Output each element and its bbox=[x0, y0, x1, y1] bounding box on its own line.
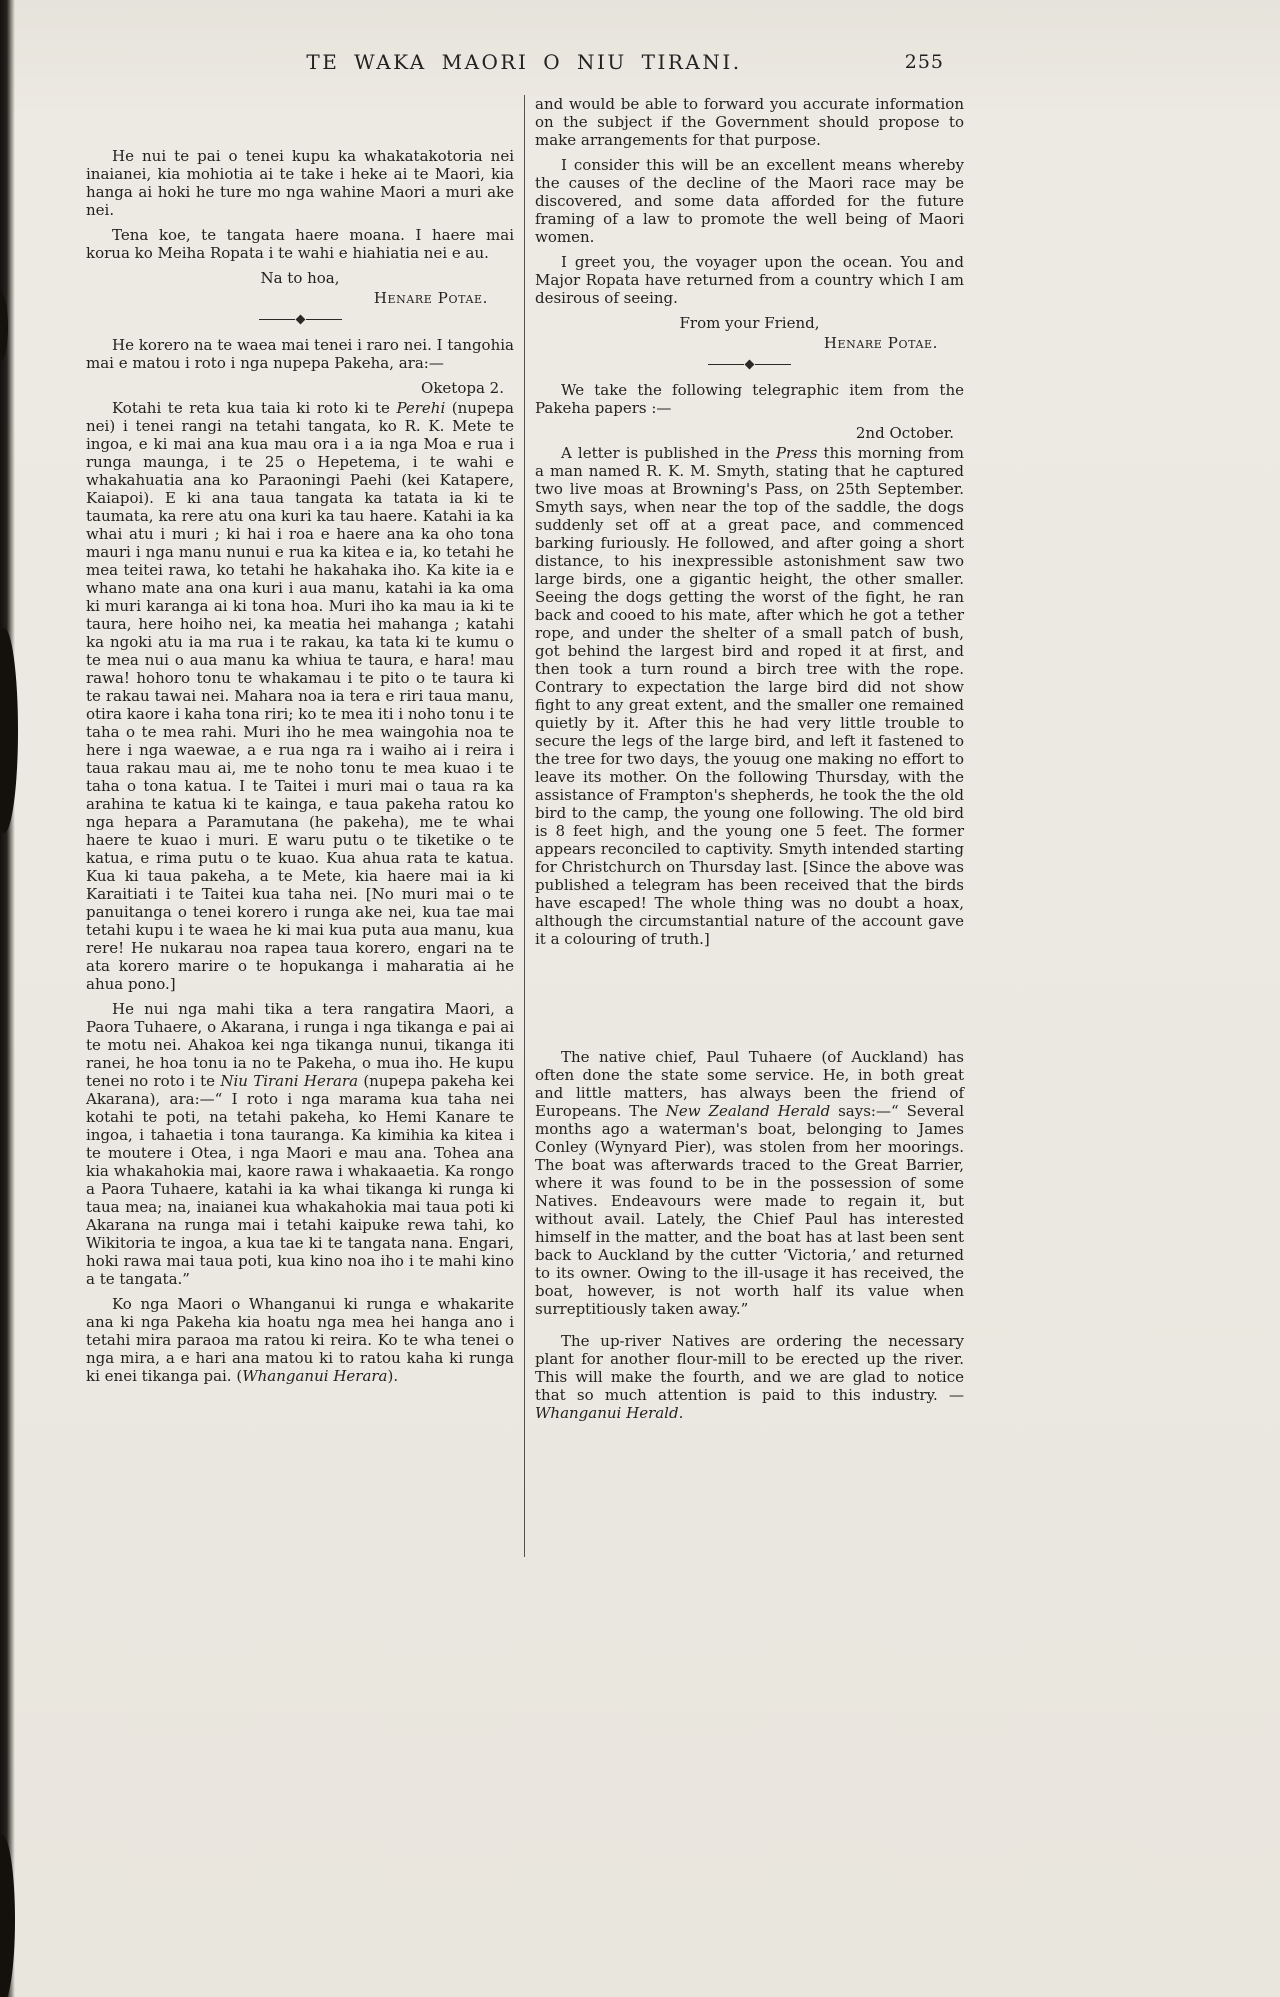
left-column-maori bbox=[86, 95, 514, 1392]
text-run: The up-river Natives are ordering the necessary plant for another flour-mill to be erected up the river. This will make the fourth, and we are glad to notice that so much attention is paid to this industry. — bbox=[535, 1332, 964, 1404]
text-run: He nui nga mahi tika a tera rangatira Maori, a Paora Tuhaere, o Akarana, i runga i nga tikanga e pai ai te motu nei. Ahakoa kei nga tikanga nunui, tikanga iti ranei, he hoa tonu ia no te Pakeha, o mua iho. He kupu tenei no roto i te bbox=[86, 1000, 514, 1090]
text-run: Na to hoa, bbox=[260, 269, 340, 287]
voyager-greeting-paragraph bbox=[535, 253, 964, 307]
text-run: says:—“ Several months ago a waterman's boat, belonging to James Conley (Wynyard Pier), was stolen from her moorings. The boat was afterwards traced to the Great Barrier, where it was found to be in the possession of some Natives. Endeavours were made to regain it, but without avail. Lately, the Chief Paul has interested himself in the matter, and the boat has at last been sent back to Auckland by the cutter ‘Victoria,’ and returned to its owner. Owing to the ill-usage it has received, the boat, however, is not worth half its value when surreptitiously taken away.” bbox=[535, 1102, 964, 1318]
divider-line bbox=[259, 319, 295, 320]
text-run: 2nd October. bbox=[855, 424, 954, 442]
dateline-maori bbox=[86, 379, 514, 397]
text-run: I consider this will be an excellent means whereby the causes of the decline of the Maori race may be discovered, and some data afforded for the future framing of a law to promote the well being of Maori women. bbox=[535, 156, 964, 246]
text-run: (nupepa pakeha kei Akarana), ara:—“ I roto i nga marama kua taha nei kotahi te poti, na tetahi pakeha, ko Hemi Kanare te ingoa, i tahaetia i tona tauranga. Ka kimihia ka kitea i te moutere i Otea, i nga Maori e mau ana. Tohea ana kia whakahokia mai, kaore rawa i whakaaetia. Ka rongo a Paora Tuhaere, katahi ia ka whai tikanga ki runga ki taua mea; na, inaianei kua whakahokia mai taua poti ki Akarana na runga mai i tetahi kaipuke rewa tahi, ko Wikitoria te ingoa, a kua tae ki te tangata nana. Engari, hoki rawa mai taua poti, kua kino noa iho i te mahi kino a te tangata.” bbox=[86, 1072, 514, 1288]
column-divider-rule bbox=[524, 95, 525, 1557]
paora-tuhaere-story-maori bbox=[86, 1000, 514, 1288]
text-run: Ko nga Maori o Whanganui ki runga e whakarite ana ki nga Pakeha kia hoatu nga mea hei hanga ano i tetahi mira paraoa ma ratou ki reira. Ko te wha tenei o nga mira, a e hari ana matou ki to ratou kaha ki runga ki enei tikanga pai. ( bbox=[86, 1295, 514, 1385]
maori-greeting-paragraph bbox=[86, 226, 514, 262]
text-run: A letter is published in the bbox=[561, 444, 776, 462]
publication-name: Perehi bbox=[396, 399, 446, 417]
maori-decline-paragraph bbox=[535, 156, 964, 246]
divider-line bbox=[306, 319, 342, 320]
dateline-english bbox=[535, 424, 964, 442]
divider-diamond-icon bbox=[745, 360, 755, 370]
text-run: The native chief, Paul Tuhaere (of Auckland) has often done the state some service. He, in both great and little matters, has always been the friend of Europeans. The bbox=[535, 1048, 964, 1120]
text-run: Oketopa 2. bbox=[421, 379, 504, 397]
signature-name bbox=[86, 289, 514, 307]
section-divider bbox=[535, 361, 964, 368]
flour-mill-paragraph bbox=[535, 1332, 964, 1422]
publication-name: Press bbox=[775, 444, 818, 462]
text-run: From your Friend, bbox=[679, 314, 820, 332]
moa-capture-story-maori bbox=[86, 399, 514, 993]
person-name: Henare Potae. bbox=[823, 334, 938, 352]
telegraph-intro-maori bbox=[86, 336, 514, 372]
text-run: ). bbox=[387, 1367, 399, 1385]
signature-name bbox=[535, 334, 964, 352]
whanganui-mill-paragraph-maori bbox=[86, 1295, 514, 1385]
text-run: He korero na te waea mai tenei i raro nei. I tangohia mai e matou i roto i nga nupepa Pakeha, ara:— bbox=[86, 336, 514, 372]
section-divider bbox=[86, 316, 514, 323]
divider-line bbox=[708, 364, 744, 365]
publication-name: Whanganui Herald. bbox=[535, 1404, 684, 1422]
text-run: Tena koe, te tangata haere moana. I haere mai korua ko Meiha Ropata i te wahi e hiahiatia nei e au. bbox=[86, 226, 514, 262]
publication-name: Whanganui Herara bbox=[242, 1367, 388, 1385]
page-number: 255 bbox=[904, 51, 944, 73]
right-column-english bbox=[535, 95, 964, 1429]
masthead bbox=[88, 50, 960, 80]
signature-line bbox=[535, 314, 964, 332]
publication-name: New Zealand Herald bbox=[665, 1102, 831, 1120]
newspaper-title: TE WAKA MAORI O NIU TIRANI. bbox=[306, 50, 742, 74]
signature-line bbox=[86, 269, 514, 287]
text-run: He nui te pai o tenei kupu ka whakatakotoria nei inaianei, kia mohiotia ai te take i heke ai te Maori, kia hanga ai hoki he ture mo nga wahine Maori a muri ake nei. bbox=[86, 147, 514, 219]
text-run: and would be able to forward you accurate information on the subject if the Government should propose to make arrangements for that purpose. bbox=[535, 95, 964, 149]
divider-diamond-icon bbox=[295, 315, 305, 325]
moa-capture-story-english bbox=[535, 444, 964, 948]
person-name: Henare Potae. bbox=[373, 289, 488, 307]
maori-women-law-paragraph bbox=[86, 147, 514, 219]
text-run: (nupepa nei) i tenei rangi na tetahi tangata, ko R. K. Mete te ingoa, e ki mai ana kua mau ora i a ia nga Moa e rua i runga maunga, i te 25 o Hepetema, i te wahi e whakahuatia ana ko Paraoningi Paehi (kei Katapere, Kaiapoi). E ki ana taua tangata ka tatata ia ki te taumata, ka rere atu ona kuri ka tau haere. Katahi ia ka whai atu i muri ; ki hai i roa e haere ana ka oho tona mauri i nga manu nunui e rua ka kitea e ia, ko tetahi he mea teitei rawa, ko tetahi he hakahaka iho. Ka kite ia e whano mate ana ona kuri i aua manu, katahi ia ka oma ki muri karanga ai ki tona hoa. Muri iho ka mau ia ki te taura, here hoiho nei, ka meatia hei mahanga ; katahi ka ngoki atu ia ma rua i te rakau, ka tata ki te kumu o te mea nui o aua manu ka whiua te taura, e hara! mau rawa! hohoro tonu te whakamau i te pito o te taura ki te rakau tawai nei. Mahara noa ia tera e riri taua manu, otira kaore i kaha tona riri; ko te mea iti i noho tonu i te taha o te mea rahi. Muri iho he mea waingohia noa te here i nga waewae, a e rua nga ra i waiho ai i reira i taua rakau mau ai, me te noho tonu te mea kuao i te taha o tona katua. I te Taitei i muri mai o taua ra ka arahina te katua ki te kainga, e taua pakeha ratou ko nga hepara a Paramutana (he pakeha), me te whai haere te kuao i muri. E waru putu o te tiketike o te katua, e rima putu o te kuao. Kua ahua rata te katua. Kua ki taua pakeha, a te Mete, kia haere mai ia ki Karaitiati i te Taitei kua taha nei. [No muri mai o te panuitanga o tenei korero i runga ake nei, kua tae mai tetahi kupu i te waea he ki mai kua puta aua manu, kua rere! He nukarau noa rapea taua korero, engari na te ata korero marire o te hopukanga i maharatia ai he ahua pono.] bbox=[86, 399, 514, 993]
text-columns bbox=[86, 95, 964, 1557]
telegraphic-item-intro bbox=[535, 381, 964, 417]
letter-continuation-paragraph bbox=[535, 95, 964, 149]
paul-tuhaere-boat-story bbox=[535, 1048, 964, 1318]
divider-line bbox=[755, 364, 791, 365]
publication-name: Niu Tirani Herara bbox=[220, 1072, 359, 1090]
text-run: We take the following telegraphic item from the Pakeha papers :— bbox=[535, 381, 964, 417]
scan-blemish bbox=[0, 628, 18, 833]
text-run: Kotahi te reta kua taia ki roto ki te bbox=[112, 399, 397, 417]
text-run: this morning from a man named R. K. M. Smyth, stating that he captured two live moas at Browning's Pass, on 25th September. Smyth says, when near the top of the saddle, the dogs suddenly set off at a great pace, and commenced barking furiously. He followed, and after going a short distance, to his inexpressible astonishment saw two large birds, one a gigantic height, the other smaller. Seeing the dogs getting the worst of the fight, he ran back and cooed to his mate, after which he got a tether rope, and under the shelter of a small patch of bush, got behind the largest bird and roped it at first, and then took a turn round a birch tree with the rope. Contrary to expectation the large bird did not show fight to any great extent, and the smaller one remained quietly by it. After this he had very little trouble to secure the legs of the large bird, and left it fastened to the tree for two days, the youug one making no effort to leave its mother. On the following Thursday, with the assistance of Frampton's shepherds, he took the the old bird to the camp, the young one following. The old bird is 8 feet high, and the young one 5 feet. The former appears reconciled to captivity. Smyth intended starting for Christchurch on Thursday last. [Since the above was published a telegram has been received that the birds have escaped! The whole thing was no doubt a hoax, although the circumstantial nature of the account gave it a colouring of truth.] bbox=[535, 444, 964, 948]
text-run: I greet you, the voyager upon the ocean. You and Major Ropata have returned from a country which I am desirous of seeing. bbox=[535, 253, 964, 307]
